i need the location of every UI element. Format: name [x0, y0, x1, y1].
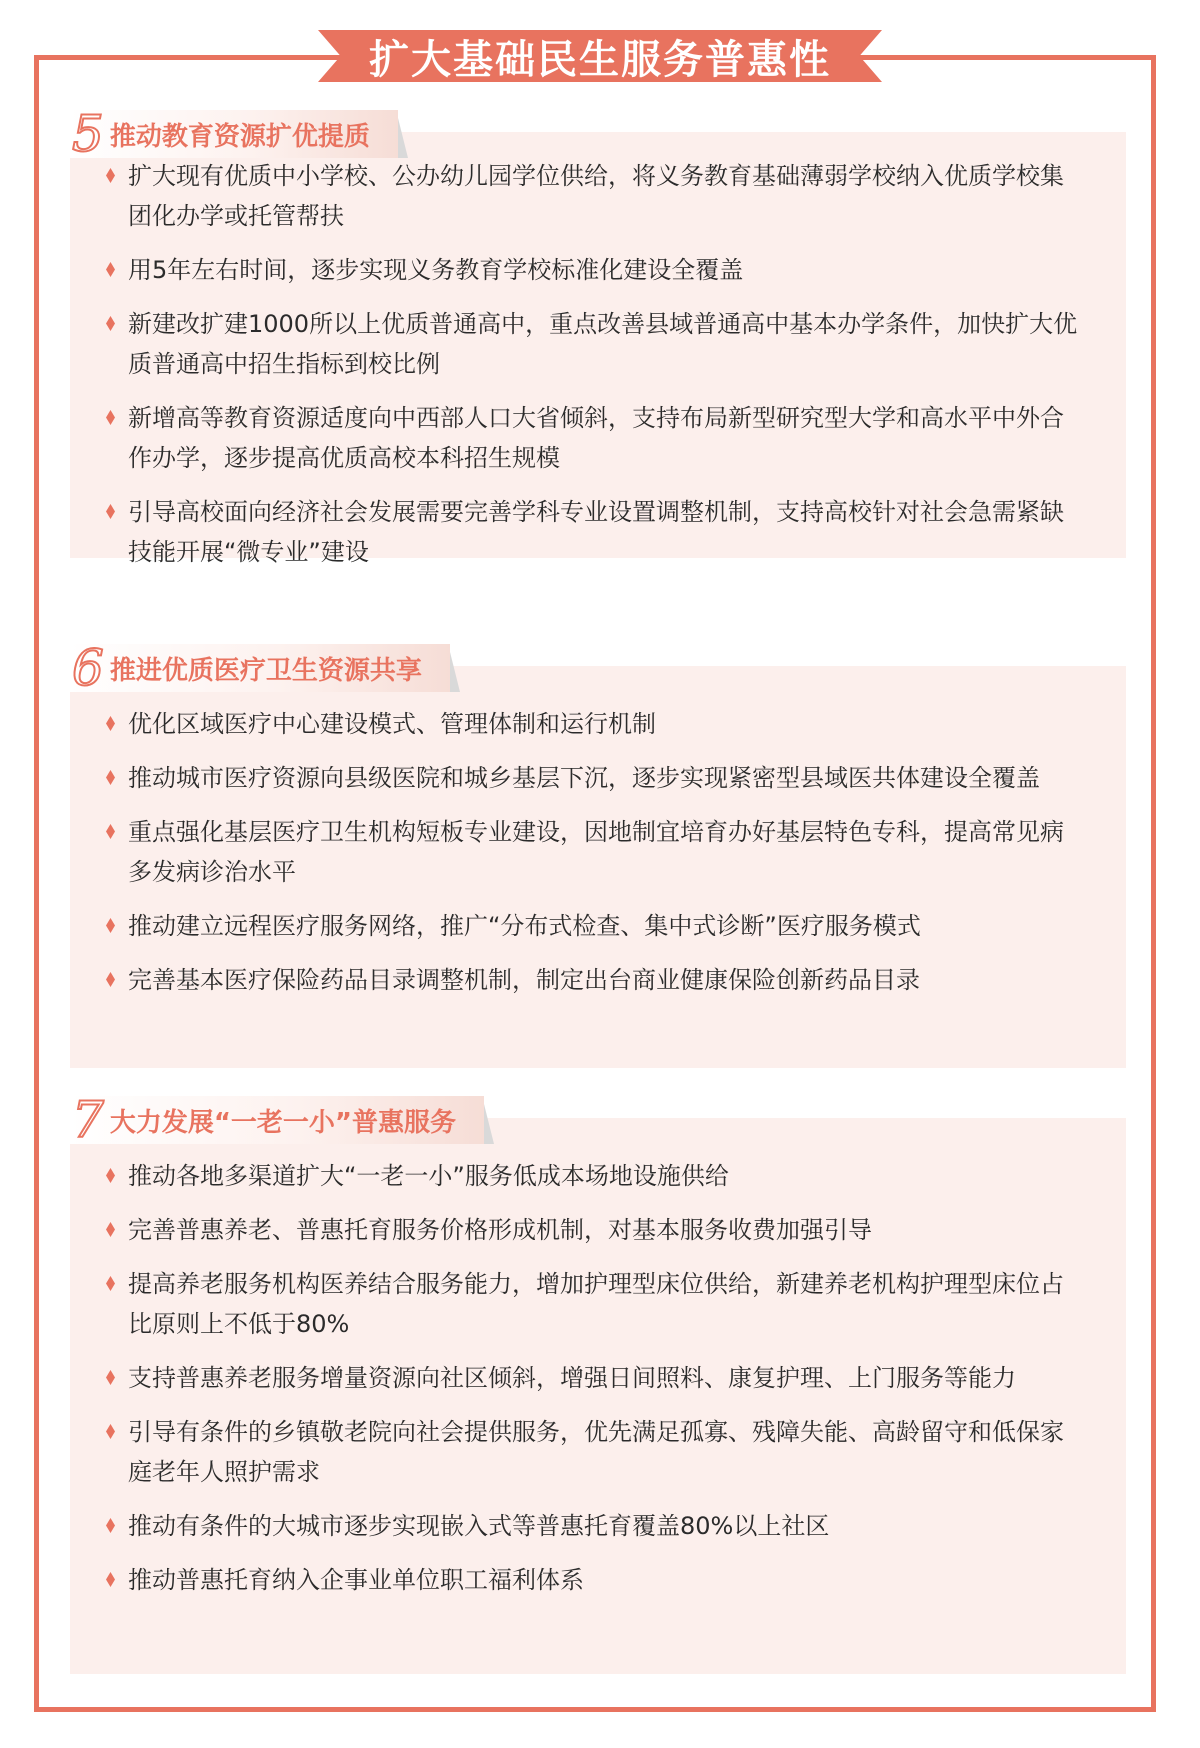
section-header: [70, 639, 450, 697]
list-item: [128, 1264, 1082, 1344]
diamond-bullet-icon: [106, 770, 115, 785]
list-item: [128, 960, 1082, 1000]
diamond-bullet-icon: [106, 972, 115, 987]
list-item-text: 完善普惠养老、普惠托育服务价格形成机制，对基本服务收费加强引导: [128, 1216, 872, 1244]
list-item-text: 完善基本医疗保险药品目录调整机制，制定出台商业健康保险创新药品目录: [128, 966, 920, 994]
list-item-text: 用5年左右时间，逐步实现义务教育学校标准化建设全覆盖: [128, 256, 744, 284]
diamond-bullet-icon: [106, 1168, 115, 1183]
section-elderly-childcare: [70, 1091, 1126, 1674]
list-item: [128, 492, 1082, 572]
bullet-list: [70, 156, 1126, 586]
diamond-bullet-icon: [106, 1222, 115, 1237]
bullet-list: [70, 704, 1126, 1014]
list-item-text: 支持普惠养老服务增量资源向社区倾斜，增强日间照料、康复护理、上门服务等能力: [128, 1364, 1016, 1392]
section-healthcare: [70, 639, 1126, 1068]
list-item: [128, 1412, 1082, 1492]
list-item: [128, 1358, 1082, 1398]
list-item-text: 引导有条件的乡镇敬老院向社会提供服务，优先满足孤寡、残障失能、高龄留守和低保家庭老年人照护需求: [128, 1418, 1064, 1486]
section-header: [70, 1091, 484, 1149]
diamond-bullet-icon: [106, 410, 115, 425]
list-item-text: 优化区域医疗中心建设模式、管理体制和运行机制: [128, 710, 656, 738]
list-item-text: 引导高校面向经济社会发展需要完善学科专业设置调整机制，支持高校针对社会急需紧缺技能开展“微专业”建设: [128, 498, 1064, 566]
list-item-text: 扩大现有优质中小学校、公办幼儿园学位供给，将义务教育基础薄弱学校纳入优质学校集团化办学或托管帮扶: [128, 162, 1064, 230]
diamond-bullet-icon: [106, 168, 115, 183]
list-item: [128, 1156, 1082, 1196]
list-item: [128, 1506, 1082, 1546]
section-number: 6: [72, 639, 104, 697]
diamond-bullet-icon: [106, 1572, 115, 1587]
list-item: [128, 156, 1082, 236]
list-item: [128, 758, 1082, 798]
list-item-text: 推动建立远程医疗服务网络，推广“分布式检查、集中式诊断”医疗服务模式: [128, 912, 921, 940]
list-item: [128, 812, 1082, 892]
section-number: 7: [72, 1091, 104, 1149]
diamond-bullet-icon: [106, 504, 115, 519]
list-item-text: 推动有条件的大城市逐步实现嵌入式等普惠托育覆盖80%以上社区: [128, 1512, 830, 1540]
section-header: [70, 105, 398, 163]
section-number: 5: [72, 105, 104, 163]
list-item: [128, 704, 1082, 744]
list-item: [128, 398, 1082, 478]
list-item-text: 新建改扩建1000所以上优质普通高中，重点改善县域普通高中基本办学条件，加快扩大优质普通高中招生指标到校比例: [128, 310, 1078, 378]
list-item-text: 重点强化基层医疗卫生机构短板专业建设，因地制宜培育办好基层特色专科，提高常见病多发病诊治水平: [128, 818, 1064, 886]
section-title: 推进优质医疗卫生资源共享: [109, 655, 422, 686]
section-title: 大力发展“一老一小”普惠服务: [109, 1107, 456, 1138]
list-item: [128, 906, 1082, 946]
diamond-bullet-icon: [106, 262, 115, 277]
list-item-text: 推动城市医疗资源向县级医院和城乡基层下沉，逐步实现紧密型县域医共体建设全覆盖: [128, 764, 1040, 792]
section-education: [70, 105, 1126, 566]
list-item: [128, 250, 1082, 290]
list-item-text: 提高养老服务机构医养结合服务能力，增加护理型床位供给，新建养老机构护理型床位占比原则上不低于80%: [128, 1270, 1064, 1338]
list-item-text: 推动各地多渠道扩大“一老一小”服务低成本场地设施供给: [128, 1162, 729, 1190]
diamond-bullet-icon: [106, 716, 115, 731]
diamond-bullet-icon: [106, 918, 115, 933]
diamond-bullet-icon: [106, 1518, 115, 1533]
main-title-banner: [318, 30, 882, 82]
diamond-bullet-icon: [106, 316, 115, 331]
diamond-bullet-icon: [106, 1276, 115, 1291]
page-title: 扩大基础民生服务普惠性: [369, 36, 831, 83]
diamond-bullet-icon: [106, 824, 115, 839]
list-item: [128, 1210, 1082, 1250]
list-item: [128, 1560, 1082, 1600]
bullet-list: [70, 1156, 1126, 1614]
list-item-text: 新增高等教育资源适度向中西部人口大省倾斜，支持布局新型研究型大学和高水平中外合作办学，逐步提高优质高校本科招生规模: [128, 404, 1064, 472]
diamond-bullet-icon: [106, 1370, 115, 1385]
diamond-bullet-icon: [106, 1424, 115, 1439]
section-title: 推动教育资源扩优提质: [109, 121, 370, 152]
list-item-text: 推动普惠托育纳入企事业单位职工福利体系: [128, 1566, 584, 1594]
list-item: [128, 304, 1082, 384]
